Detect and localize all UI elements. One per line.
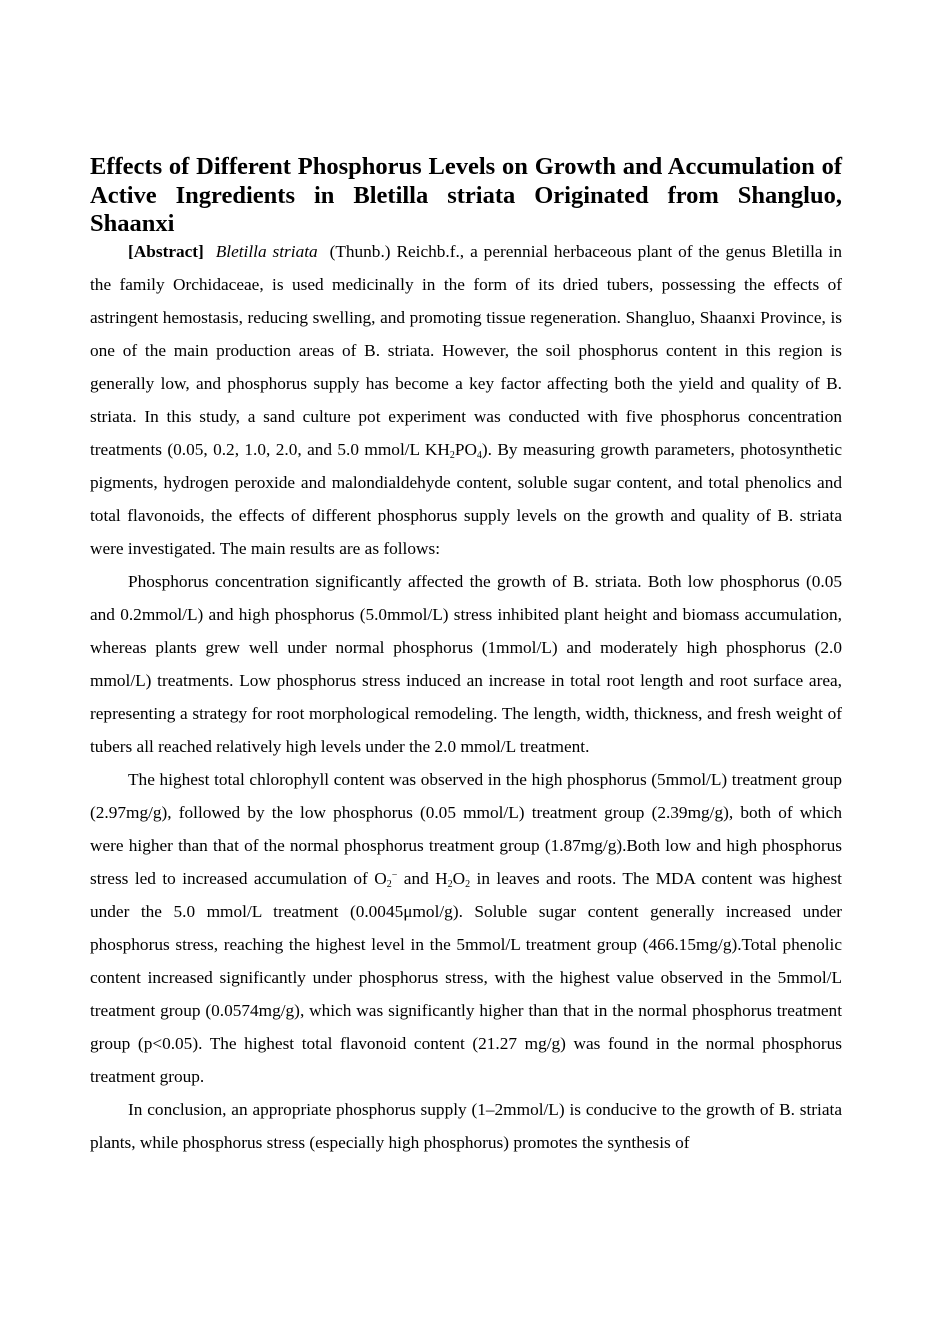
species-name: Bletilla striata (215, 241, 318, 261)
abstract-text-3: ). By measuring growth parameters, photosynthetic pigments, hydrogen peroxide and malondialdehyde content, soluble sugar content, and total phenolics and total flavonoids, the effects of different phosphorus supply levels on the growth and quality of B. striata were investigated. The main results are as follows: (90, 439, 842, 558)
conclusion-paragraph: In conclusion, an appropriate phosphorus supply (1–2mmol/L) is conducive to the growth of B. striata plants, while phosphorus stress (especially high phosphorus) promotes the synthesis of (90, 1099, 842, 1152)
subscript: 2 (449, 449, 455, 461)
physiology-text-1: The highest total chlorophyll content was observed in the high phosphorus (5mmol/L) treatment group (2.97mg/g), followed by the low phosphorus (0.05 mmol/L) treatment group (2.39mg/g), both of which were higher than that of the normal phosphorus treatment group (1.87mg/g).Both low and high phosphorus stress led to increased accumulation of O (90, 769, 842, 888)
superscript: − (391, 869, 398, 881)
abstract-text-1: (Thunb.) Reichb.f., a perennial herbaceous plant of the genus Bletilla in the family Orchidaceae, is used medicinally in the form of its dried tubers, possessing the effects of astringent hemostasis, reducing swelling, and promoting tissue regeneration. Shangluo, Shaanxi Province, is one of the main production areas of B. striata. However, the soil phosphorus content in this region is generally low, and phosphorus supply has become a key factor affecting both the yield and quality of B. striata. In this study, a sand culture pot experiment was conducted with five phosphorus concentration treatments (0.05, 0.2, 1.0, 2.0, and 5.0 mmol/L KH (90, 241, 842, 459)
results-paragraph-physiology (90, 763, 842, 1093)
subscript: 2 (465, 878, 471, 890)
subscript: 2 (386, 878, 392, 890)
document-page (90, 153, 842, 1159)
subscript: 2 (447, 878, 453, 890)
abstract-text-2: PO (454, 439, 477, 459)
results-paragraph-growth: Phosphorus concentration significantly affected the growth of B. striata. Both low phosphorus (0.05 and 0.2mmol/L) and high phosphorus (5.0mmol/L) stress inhibited plant height and biomass accumulation, whereas plants grew well under normal phosphorus (1mmol/L) and moderately high phosphorus (2.0 mmol/L) treatments. Low phosphorus stress induced an increase in total root length and root surface area, representing a strategy for root morphological remodeling. The length, width, thickness, and fresh weight of tubers all reached relatively high levels under the 2.0 mmol/L treatment. (90, 571, 842, 756)
physiology-text-2: and H (397, 868, 448, 888)
abstract-label: [Abstract] (128, 241, 204, 261)
physiology-text-3: O (452, 868, 466, 888)
subscript: 4 (476, 449, 482, 461)
physiology-text-4: in leaves and roots. The MDA content was highest under the 5.0 mmol/L treatment (0.0045μmol/g). Soluble sugar content generally increased under phosphorus stress, reaching the highest level in the 5mmol/L treatment group (466.15mg/g).Total phenolic content increased significantly under phosphorus stress, with the highest value observed in the 5mmol/L treatment group (0.0574mg/g), which was significantly higher than that in the normal phosphorus treatment group (p<0.05). The highest total flavonoid content (21.27 mg/g) was found in the normal phosphorus treatment group. (90, 868, 842, 1086)
abstract-paragraph (90, 235, 842, 565)
paper-title: Effects of Different Phosphorus Levels on Growth and Accumulation of Active Ingredients in Bletilla striata Originated from Shangluo, Shaanxi (90, 153, 842, 237)
